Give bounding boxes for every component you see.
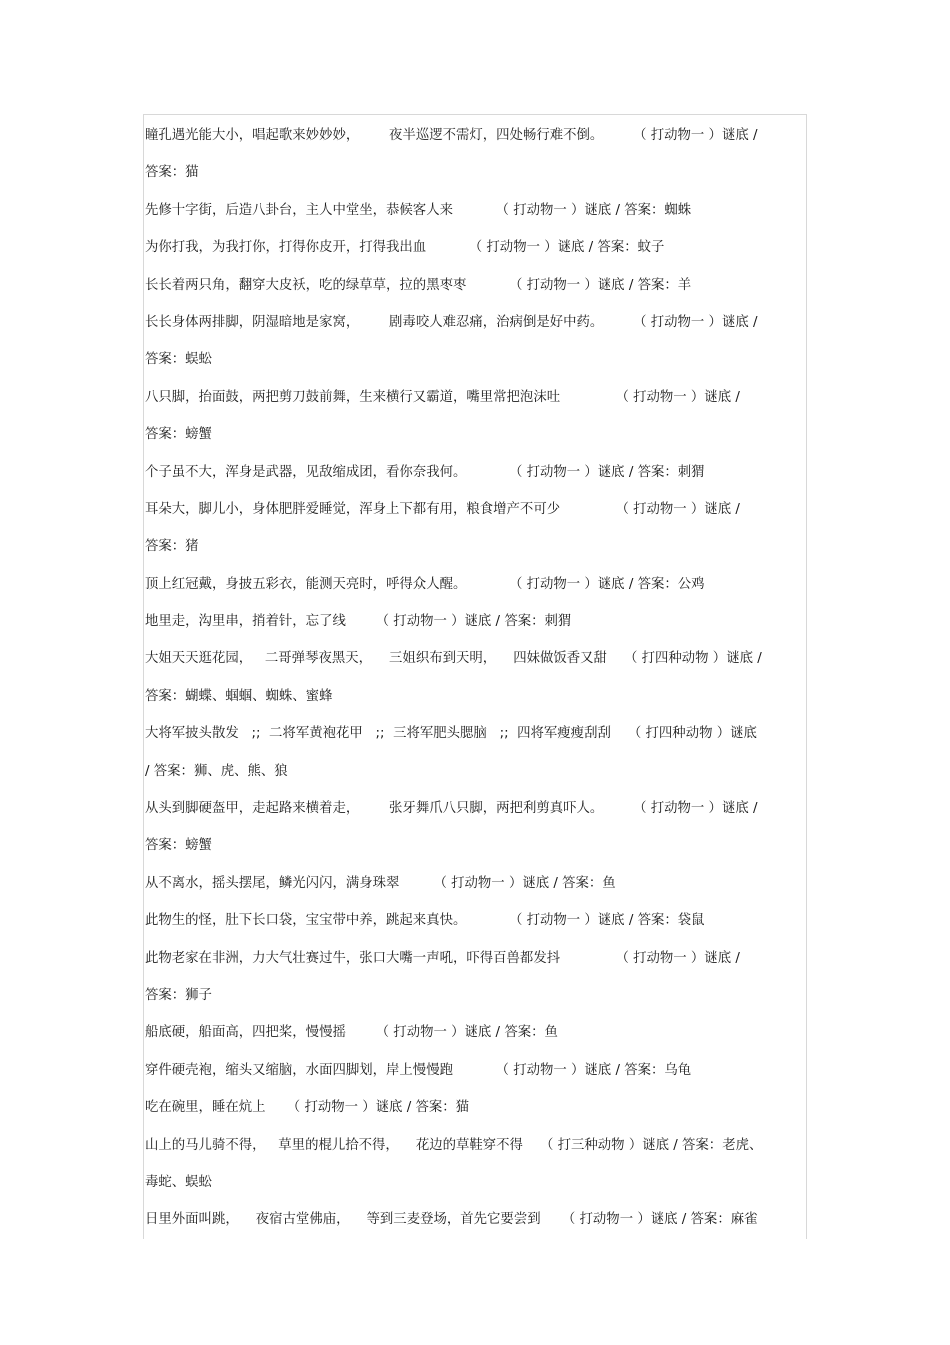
text-line: 大将军披头散发 ;; 二将军黄袍花甲 ;; 三将军肥头腮脑 ;; 四将军瘦瘦刮刮 （ 打四种动物 ）谜底	[145, 726, 757, 742]
text-line: 答案：螃蟹	[145, 838, 212, 854]
text-line: 船底硬，船面高，四把桨，慢慢摇 （ 打动物一 ）谜底 / 答案：鱼	[145, 1025, 558, 1041]
text-line: 长长身体两排脚，阴湿暗地是家窝， 剧毒咬人难忍痛，治病倒是好中药。 （ 打动物一 ）谜底 /	[145, 314, 758, 330]
text-line: 地里走，沟里串，捎着针，忘了线 （ 打动物一 ）谜底 / 答案：刺猬	[145, 614, 572, 630]
text-line: 个子虽不大，浑身是武器，见敌缩成团，看你奈我何。 （ 打动物一 ）谜底 / 答案：刺猬	[145, 464, 705, 480]
text-line: 长长着两只角，翻穿大皮袄，吃的绿草草，拉的黑枣枣 （ 打动物一 ）谜底 / 答案：羊	[145, 277, 692, 293]
text-line: 吃在碗里，睡在炕上 （ 打动物一 ）谜底 / 答案：猫	[145, 1100, 470, 1116]
text-line: 瞳孔遇光能大小，唱起歌来妙妙妙， 夜半巡逻不需灯，四处畅行难不倒。 （ 打动物一 ）谜底 /	[145, 128, 758, 143]
text-line: 耳朵大，脚儿小，身体肥胖爱睡觉，浑身上下都有用，粮食增产不可少 （ 打动物一 ）谜底 /	[145, 501, 740, 517]
text-line: 答案：蜈蚣	[145, 352, 212, 368]
document-page	[143, 114, 807, 1239]
text-line: 穿件硬壳袍，缩头又缩脑，水面四脚划，岸上慢慢跑 （ 打动物一 ）谜底 / 答案：乌龟	[145, 1062, 692, 1078]
text-line: 此物生的怪，肚下长口袋，宝宝带中养，跳起来真快。 （ 打动物一 ）谜底 / 答案：袋鼠	[145, 913, 705, 929]
text-line: 山上的马儿骑不得， 草里的棍儿拾不得， 花边的草鞋穿不得 （ 打三种动物 ）谜底 / 答案：老虎、	[145, 1137, 763, 1153]
text-line: 答案：狮子	[145, 987, 212, 1003]
text-line: 答案：螃蟹	[145, 427, 212, 443]
text-line: 此物老家在非洲，力大气壮赛过牛，张口大嘴一声吼，吓得百兽都发抖 （ 打动物一 ）谜底 /	[145, 950, 740, 966]
text-line: 为你打我，为我打你，打得你皮开，打得我出血 （ 打动物一 ）谜底 / 答案：蚊子	[145, 240, 665, 256]
text-line: 毒蛇、蜈蚣	[145, 1174, 212, 1190]
text-line: 答案：猪	[145, 539, 199, 555]
text-line: 八只脚，抬面鼓，两把剪刀鼓前舞，生来横行又霸道，嘴里常把泡沫吐 （ 打动物一 ）谜底 /	[145, 389, 740, 405]
text-line: / 答案：狮、虎、熊、狼	[145, 763, 288, 779]
text-line: 先修十字街，后造八卦台，主人中堂坐，恭候客人来 （ 打动物一 ）谜底 / 答案：蜘蛛	[145, 202, 692, 218]
text-line: 大姐天天逛花园， 二哥弹琴夜黑天， 三姐织布到天明， 四妹做饭香又甜 （ 打四种动物 ）谜底 /	[145, 651, 762, 667]
text-line: 答案：猫	[145, 165, 199, 181]
text-line: 顶上红冠戴，身披五彩衣，能测天亮时，呼得众人醒。 （ 打动物一 ）谜底 / 答案：公鸡	[145, 576, 705, 592]
text-line: 答案：蝴蝶、蝈蝈、蜘蛛、蜜蜂	[145, 688, 333, 704]
text-line: 从不离水，摇头摆尾，鳞光闪闪，满身珠翠 （ 打动物一 ）谜底 / 答案：鱼	[145, 875, 616, 891]
text-line: 从头到脚硬盔甲，走起路来横着走， 张牙舞爪八只脚，两把利剪真吓人。 （ 打动物一 ）谜底 /	[145, 801, 758, 817]
text-line: 日里外面叫跳， 夜宿古堂佛庙， 等到三麦登场，首先它要尝到 （ 打动物一 ）谜底 / 答案：麻雀	[145, 1212, 758, 1228]
